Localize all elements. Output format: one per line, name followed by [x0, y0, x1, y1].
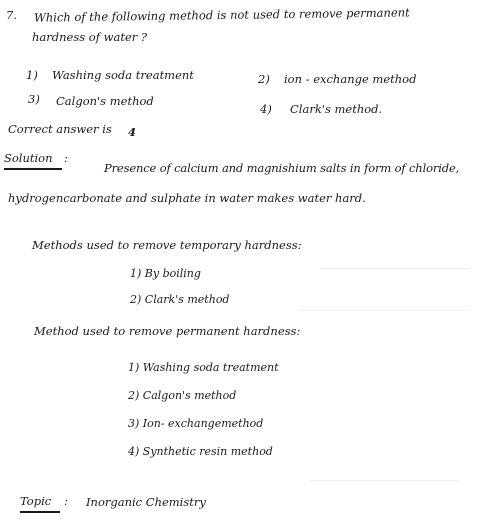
solution-text-line2: hydrogencarbonate and sulphate in water makes water hard.: [8, 191, 366, 205]
permanent-method-3: 3) Ion- exchangemethod: [128, 417, 264, 430]
topic-label: Topic: [20, 494, 52, 508]
question-text-line2: hardness of water ?: [32, 30, 148, 44]
temporary-method-2: 2) Clark's method: [130, 293, 230, 306]
option-1-label: 1): [26, 68, 38, 82]
question-number: 7.: [6, 8, 17, 22]
topic-underline: [20, 511, 60, 513]
permanent-method-1: 1) Washing soda treatment: [128, 361, 279, 374]
temporary-hardness-heading: Methods used to remove temporary hardness:: [32, 238, 302, 252]
paper-bleed-mark: [300, 300, 470, 311]
solution-underline: [4, 168, 62, 170]
option-2-label: 2): [258, 72, 270, 86]
temporary-method-1: 1) By boiling: [130, 267, 201, 280]
permanent-hardness-heading: Method used to remove permanent hardness:: [34, 324, 301, 338]
option-3-label: 3): [28, 92, 40, 106]
question-text-line1: Which of the following method is not used to remove permanent: [33, 5, 410, 25]
topic-value: Inorganic Chemistry: [86, 495, 206, 509]
option-4-text: Clark's method.: [290, 102, 383, 116]
topic-colon: :: [64, 494, 68, 508]
option-3-text: Calgon's method: [56, 94, 154, 108]
solution-label: Solution: [4, 151, 53, 165]
option-2-text: ion - exchange method: [284, 72, 417, 86]
permanent-method-4: 4) Synthetic resin method: [128, 445, 273, 458]
solution-colon: :: [64, 151, 68, 165]
paper-bleed-mark: [320, 258, 470, 269]
option-4-label: 4): [260, 102, 272, 116]
correct-answer-label: Correct answer is: [8, 122, 112, 136]
paper-bleed-mark: [310, 470, 460, 481]
permanent-method-2: 2) Calgon's method: [128, 389, 237, 402]
option-1-text: Washing soda treatment: [52, 68, 194, 82]
solution-text-line1: Presence of calcium and magnishium salts in form of chloride,: [104, 161, 460, 175]
correct-answer-value: 4: [128, 125, 137, 139]
